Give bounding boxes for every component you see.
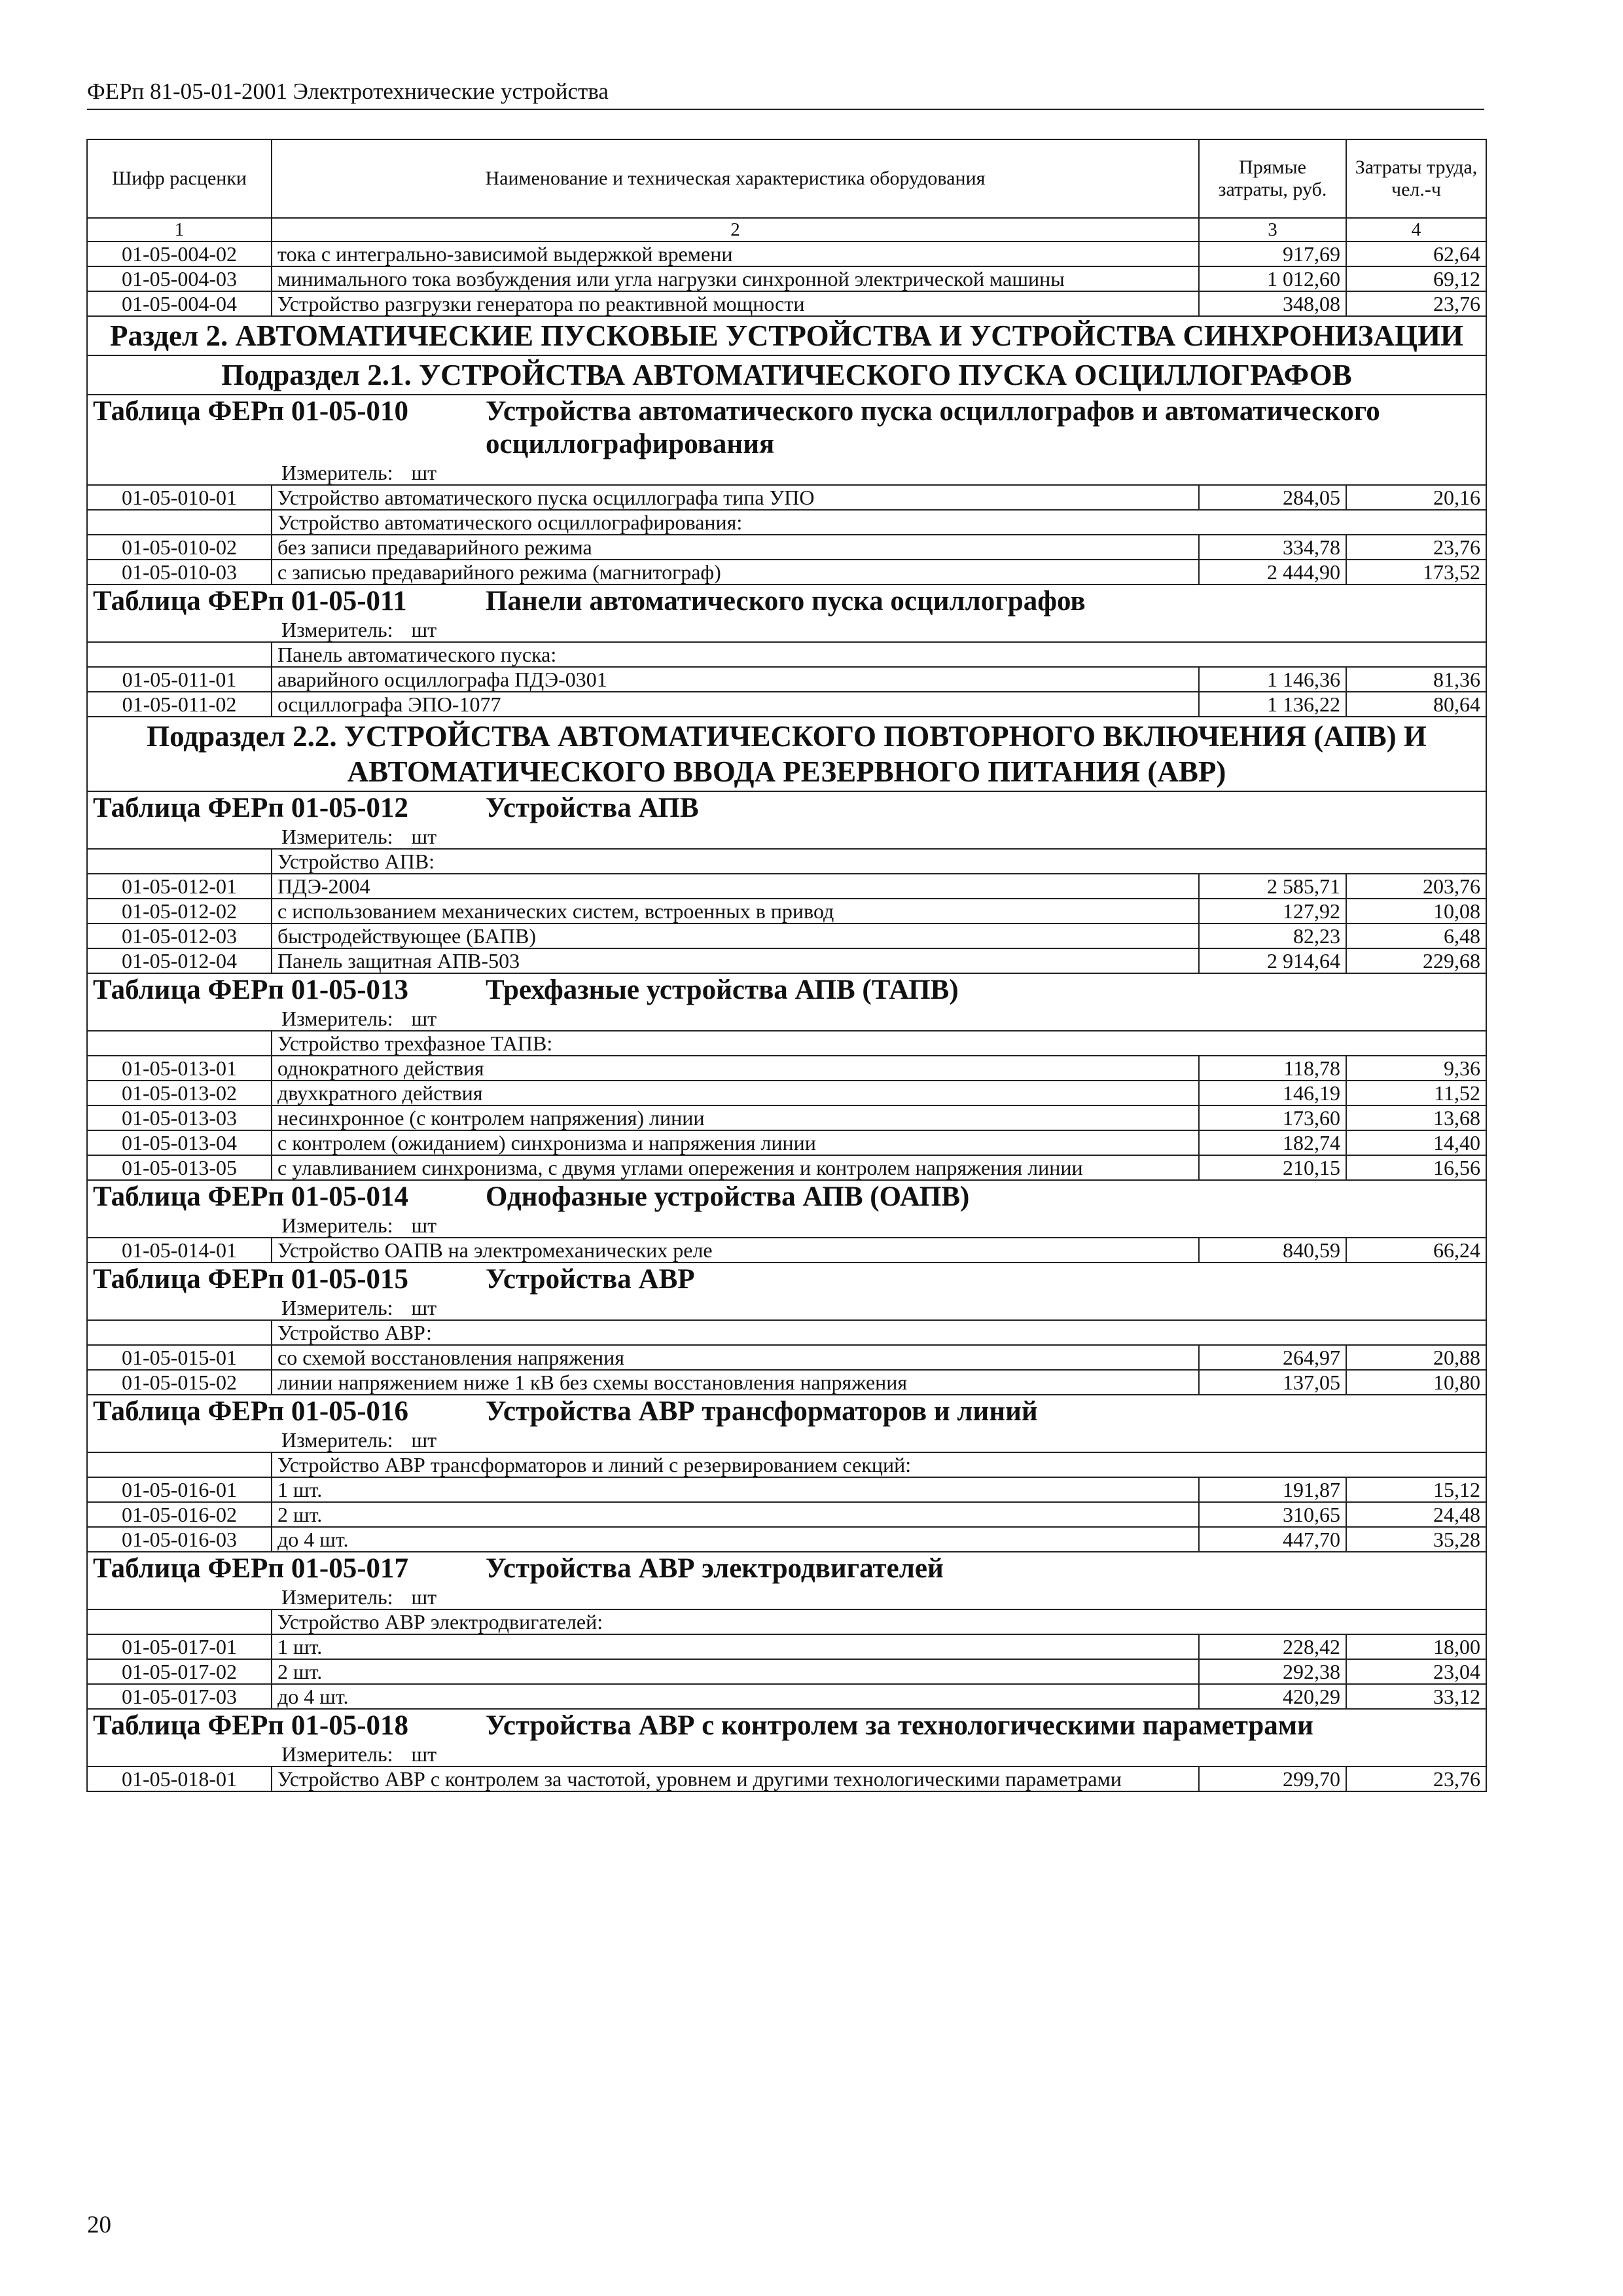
table-code: Таблица ФЕРп 01-05-016	[93, 1396, 409, 1427]
row-name: 2 шт.	[272, 1502, 1199, 1527]
row-labor: 24,48	[1346, 1502, 1486, 1527]
row-code: 01-05-017-01	[87, 1634, 272, 1659]
row-labor: 18,00	[1346, 1634, 1486, 1659]
row-cost: 917,69	[1199, 242, 1346, 266]
row-code: 01-05-016-02	[87, 1502, 272, 1527]
row-name: 1 шт.	[272, 1634, 1199, 1659]
row-name: линии напряжением ниже 1 кВ без схемы восстановления напряжения	[272, 1370, 1199, 1395]
measure-row	[87, 1428, 1486, 1452]
subsection-heading	[87, 355, 1486, 395]
row-code: 01-05-012-02	[87, 899, 272, 924]
row-labor: 229,68	[1346, 948, 1486, 973]
row-cost: 210,15	[1199, 1155, 1346, 1180]
column-header-row	[87, 139, 1486, 218]
measure-label: Измеритель:	[281, 1428, 393, 1452]
table-row	[87, 1370, 1486, 1395]
table-row	[87, 1634, 1486, 1659]
group-description: Устройство АВР:	[272, 1320, 1486, 1345]
row-name: Панель защитная АПВ-503	[272, 948, 1199, 973]
row-name: 1 шт.	[272, 1477, 1199, 1502]
col-num: 1	[87, 218, 272, 242]
row-labor: 81,36	[1346, 667, 1486, 692]
row-code: 01-05-017-02	[87, 1659, 272, 1684]
measure-label: Измеритель:	[281, 1007, 393, 1030]
measure-unit: шт	[411, 1213, 437, 1237]
row-labor: 62,64	[1346, 242, 1486, 266]
row-name: минимального тока возбуждения или угла нагрузки синхронной электрической машины	[272, 266, 1199, 291]
col-labor-header: Затраты труда, чел.-ч	[1346, 139, 1486, 218]
table-code: Таблица ФЕРп 01-05-012	[93, 793, 409, 823]
measure-row	[87, 1742, 1486, 1767]
table-title: Устройства АВР с контролем за технологическими параметрами	[486, 1710, 1313, 1741]
row-labor: 13,68	[1346, 1105, 1486, 1130]
row-cost: 2 914,64	[1199, 948, 1346, 973]
row-code: 01-05-011-02	[87, 692, 272, 717]
group-description-row	[87, 510, 1486, 535]
table-title: Трехфазные устройства АПВ (ТАПВ)	[486, 975, 959, 1005]
row-cost: 127,92	[1199, 899, 1346, 924]
row-labor: 20,16	[1346, 485, 1486, 510]
table-title: Устройства автоматического пуска осциллографов и автоматического осциллографирования	[486, 396, 1380, 459]
row-code: 01-05-004-03	[87, 266, 272, 291]
table-title: Однофазные устройства АПВ (ОАПВ)	[486, 1181, 970, 1212]
row-labor: 33,12	[1346, 1684, 1486, 1709]
row-code: 01-05-013-04	[87, 1130, 272, 1155]
row-name: Устройство разгрузки генератора по реактивной мощности	[272, 291, 1199, 316]
table-title: Панели автоматического пуска осциллографов	[486, 586, 1086, 617]
row-name: до 4 шт.	[272, 1527, 1199, 1552]
measure-label: Измеритель:	[281, 825, 393, 848]
row-labor: 173,52	[1346, 560, 1486, 584]
measure-label: Измеритель:	[281, 1213, 393, 1237]
measure-unit: шт	[411, 1296, 437, 1319]
table-row	[87, 1767, 1486, 1791]
row-labor: 203,76	[1346, 874, 1486, 899]
row-name: с использованием механических систем, встроенных в привод	[272, 899, 1199, 924]
row-name: с улавливанием синхронизма, с двумя углами опережения и контролем напряжения линии	[272, 1155, 1199, 1180]
row-cost: 840,59	[1199, 1238, 1346, 1263]
group-description: Устройство АВР электродвигателей:	[272, 1609, 1486, 1634]
row-cost: 1 012,60	[1199, 266, 1346, 291]
section-heading	[87, 316, 1486, 355]
row-name: быстродействующее (БАПВ)	[272, 924, 1199, 948]
row-cost: 1 136,22	[1199, 692, 1346, 717]
row-name: с записью предаварийного режима (магнитограф)	[272, 560, 1199, 584]
table-row	[87, 242, 1486, 266]
table-row	[87, 1081, 1486, 1105]
measure-unit: шт	[411, 618, 437, 641]
table-title-row	[87, 1180, 1486, 1213]
table-code: Таблица ФЕРп 01-05-014	[93, 1181, 409, 1212]
row-labor: 23,76	[1346, 1767, 1486, 1791]
col-cost-header: Прямые затраты, руб.	[1199, 139, 1346, 218]
row-cost: 82,23	[1199, 924, 1346, 948]
group-description-row	[87, 1609, 1486, 1634]
row-code: 01-05-010-01	[87, 485, 272, 510]
table-title-row	[87, 1395, 1486, 1428]
table-title: Устройства АВР	[486, 1264, 695, 1295]
row-cost: 334,78	[1199, 535, 1346, 560]
row-name: 2 шт.	[272, 1659, 1199, 1684]
group-description: Панель автоматического пуска:	[272, 642, 1486, 667]
row-name: однократного действия	[272, 1056, 1199, 1081]
measure-row	[87, 825, 1486, 849]
table-row	[87, 1345, 1486, 1370]
table-row	[87, 899, 1486, 924]
row-name: Устройство ОАПВ на электромеханических реле	[272, 1238, 1199, 1263]
table-code: Таблица ФЕРп 01-05-011	[93, 586, 407, 617]
table-title: Устройства АВР трансформаторов и линий	[486, 1396, 1038, 1427]
subsection-heading	[87, 717, 1486, 791]
row-cost: 146,19	[1199, 1081, 1346, 1105]
table-row	[87, 1502, 1486, 1527]
group-description-row	[87, 1320, 1486, 1345]
row-code: 01-05-013-01	[87, 1056, 272, 1081]
row-name: до 4 шт.	[272, 1684, 1199, 1709]
price-table	[86, 139, 1487, 1792]
row-cost: 2 444,90	[1199, 560, 1346, 584]
row-code: 01-05-018-01	[87, 1767, 272, 1791]
group-description-row	[87, 1452, 1486, 1477]
row-cost: 228,42	[1199, 1634, 1346, 1659]
row-name: Устройство автоматического пуска осциллографа типа УПО	[272, 485, 1199, 510]
measure-label: Измеритель:	[281, 1585, 393, 1609]
table-row	[87, 535, 1486, 560]
group-description-row	[87, 642, 1486, 667]
row-code: 01-05-016-03	[87, 1527, 272, 1552]
row-labor: 14,40	[1346, 1130, 1486, 1155]
row-cost: 310,65	[1199, 1502, 1346, 1527]
table-title: Устройства АПВ	[486, 793, 699, 823]
row-cost: 173,60	[1199, 1105, 1346, 1130]
row-code: 01-05-012-03	[87, 924, 272, 948]
row-name: Устройство АВР с контролем за частотой, уровнем и другими технологическими параметрами	[272, 1767, 1199, 1791]
row-labor: 69,12	[1346, 266, 1486, 291]
row-labor: 23,76	[1346, 291, 1486, 316]
measure-unit: шт	[411, 825, 437, 848]
group-description-row	[87, 1031, 1486, 1056]
measure-row	[87, 1585, 1486, 1609]
table-code: Таблица ФЕРп 01-05-010	[93, 396, 409, 427]
row-code: 01-05-011-01	[87, 667, 272, 692]
page-number: 20	[87, 2212, 111, 2238]
row-labor: 16,56	[1346, 1155, 1486, 1180]
table-row	[87, 1130, 1486, 1155]
table-row	[87, 948, 1486, 973]
row-name: ПДЭ-2004	[272, 874, 1199, 899]
measure-row	[87, 461, 1486, 485]
measure-label: Измеритель:	[281, 461, 393, 484]
row-labor: 10,08	[1346, 899, 1486, 924]
table-row	[87, 1105, 1486, 1130]
row-cost: 284,05	[1199, 485, 1346, 510]
row-code: 01-05-013-02	[87, 1081, 272, 1105]
col-code-header: Шифр расценки	[87, 139, 272, 218]
measure-label: Измеритель:	[281, 1296, 393, 1319]
row-cost: 1 146,36	[1199, 667, 1346, 692]
row-name: со схемой восстановления напряжения	[272, 1345, 1199, 1370]
row-cost: 447,70	[1199, 1527, 1346, 1552]
row-labor: 15,12	[1346, 1477, 1486, 1502]
group-description-row	[87, 849, 1486, 874]
row-code: 01-05-013-03	[87, 1105, 272, 1130]
row-labor: 10,80	[1346, 1370, 1486, 1395]
row-name: тока с интегрально-зависимой выдержкой времени	[272, 242, 1199, 266]
measure-unit: шт	[411, 1007, 437, 1030]
measure-unit: шт	[411, 1742, 437, 1766]
row-cost: 2 585,71	[1199, 874, 1346, 899]
table-row	[87, 924, 1486, 948]
row-labor: 80,64	[1346, 692, 1486, 717]
group-description: Устройство АВР трансформаторов и линий с резервированием секций:	[272, 1452, 1486, 1477]
row-code: 01-05-015-02	[87, 1370, 272, 1395]
measure-unit: шт	[411, 1585, 437, 1609]
col-num: 4	[1346, 218, 1486, 242]
row-code: 01-05-012-04	[87, 948, 272, 973]
row-labor: 66,24	[1346, 1238, 1486, 1263]
measure-unit: шт	[411, 461, 437, 484]
subsection-2-2-title: Подраздел 2.2. УСТРОЙСТВА АВТОМАТИЧЕСКОГО ПОВТОРНОГО ВКЛЮЧЕНИЯ (АПВ) И АВТОМАТИЧЕСКОГО ВВОДА РЕЗЕРВНОГО ПИТАНИЯ (АВР)	[87, 717, 1486, 791]
row-name: аварийного осциллографа ПДЭ-0301	[272, 667, 1199, 692]
measure-row	[87, 1007, 1486, 1031]
row-cost: 118,78	[1199, 1056, 1346, 1081]
row-labor: 6,48	[1346, 924, 1486, 948]
table-title-row	[87, 973, 1486, 1007]
row-cost: 348,08	[1199, 291, 1346, 316]
column-number-row	[87, 218, 1486, 242]
row-cost: 137,05	[1199, 1370, 1346, 1395]
row-code: 01-05-017-03	[87, 1684, 272, 1709]
row-code: 01-05-010-02	[87, 535, 272, 560]
table-row	[87, 291, 1486, 316]
measure-row	[87, 618, 1486, 642]
col-name-header: Наименование и техническая характеристика оборудования	[272, 139, 1199, 218]
table-row	[87, 1238, 1486, 1263]
table-title-row	[87, 791, 1486, 825]
subsection-2-1-title: Подраздел 2.1. УСТРОЙСТВА АВТОМАТИЧЕСКОГО ПУСКА ОСЦИЛЛОГРАФОВ	[87, 355, 1486, 395]
running-header: ФЕРп 81-05-01-2001 Электротехнические устройства	[87, 77, 1484, 110]
table-title-row	[87, 395, 1486, 461]
table-title-row	[87, 1552, 1486, 1585]
row-code: 01-05-004-02	[87, 242, 272, 266]
row-name: с контролем (ожиданием) синхронизма и напряжения линии	[272, 1130, 1199, 1155]
row-cost: 299,70	[1199, 1767, 1346, 1791]
table-code: Таблица ФЕРп 01-05-015	[93, 1264, 409, 1295]
row-code: 01-05-014-01	[87, 1238, 272, 1263]
table-code: Таблица ФЕРп 01-05-013	[93, 975, 409, 1005]
table-row	[87, 874, 1486, 899]
table-row	[87, 1477, 1486, 1502]
table-code: Таблица ФЕРп 01-05-018	[93, 1710, 409, 1741]
row-cost: 191,87	[1199, 1477, 1346, 1502]
table-title: Устройства АВР электродвигателей	[486, 1553, 944, 1584]
measure-label: Измеритель:	[281, 618, 393, 641]
table-row	[87, 667, 1486, 692]
table-row	[87, 560, 1486, 584]
row-name: осциллографа ЭПО-1077	[272, 692, 1199, 717]
row-labor: 11,52	[1346, 1081, 1486, 1105]
section-2-title: Раздел 2. АВТОМАТИЧЕСКИЕ ПУСКОВЫЕ УСТРОЙСТВА И УСТРОЙСТВА СИНХРОНИЗАЦИИ	[87, 316, 1486, 355]
row-name: двухкратного действия	[272, 1081, 1199, 1105]
table-row	[87, 1684, 1486, 1709]
table-row	[87, 1527, 1486, 1552]
row-code: 01-05-012-01	[87, 874, 272, 899]
table-row	[87, 1155, 1486, 1180]
table-row	[87, 692, 1486, 717]
table-row	[87, 1056, 1486, 1081]
group-description: Устройство трехфазное ТАПВ:	[272, 1031, 1486, 1056]
row-labor: 9,36	[1346, 1056, 1486, 1081]
row-code: 01-05-015-01	[87, 1345, 272, 1370]
measure-label: Измеритель:	[281, 1742, 393, 1766]
table-row	[87, 485, 1486, 510]
row-labor: 23,76	[1346, 535, 1486, 560]
row-cost: 182,74	[1199, 1130, 1346, 1155]
col-num: 2	[272, 218, 1199, 242]
row-cost: 264,97	[1199, 1345, 1346, 1370]
row-labor: 23,04	[1346, 1659, 1486, 1684]
table-title-row	[87, 1263, 1486, 1296]
table-row	[87, 1659, 1486, 1684]
table-row	[87, 266, 1486, 291]
row-code: 01-05-010-03	[87, 560, 272, 584]
row-labor: 20,88	[1346, 1345, 1486, 1370]
row-code: 01-05-013-05	[87, 1155, 272, 1180]
col-num: 3	[1199, 218, 1346, 242]
row-cost: 420,29	[1199, 1684, 1346, 1709]
measure-row	[87, 1296, 1486, 1320]
table-code: Таблица ФЕРп 01-05-017	[93, 1553, 409, 1584]
group-description: Устройство автоматического осциллографирования:	[272, 510, 1486, 535]
row-code: 01-05-016-01	[87, 1477, 272, 1502]
measure-row	[87, 1213, 1486, 1238]
row-cost: 292,38	[1199, 1659, 1346, 1684]
row-code: 01-05-004-04	[87, 291, 272, 316]
table-title-row	[87, 1709, 1486, 1742]
measure-unit: шт	[411, 1428, 437, 1452]
row-labor: 35,28	[1346, 1527, 1486, 1552]
table-title-row	[87, 584, 1486, 618]
row-name: без записи предаварийного режима	[272, 535, 1199, 560]
row-name: несинхронное (с контролем напряжения) линии	[272, 1105, 1199, 1130]
group-description: Устройство АПВ:	[272, 849, 1486, 874]
